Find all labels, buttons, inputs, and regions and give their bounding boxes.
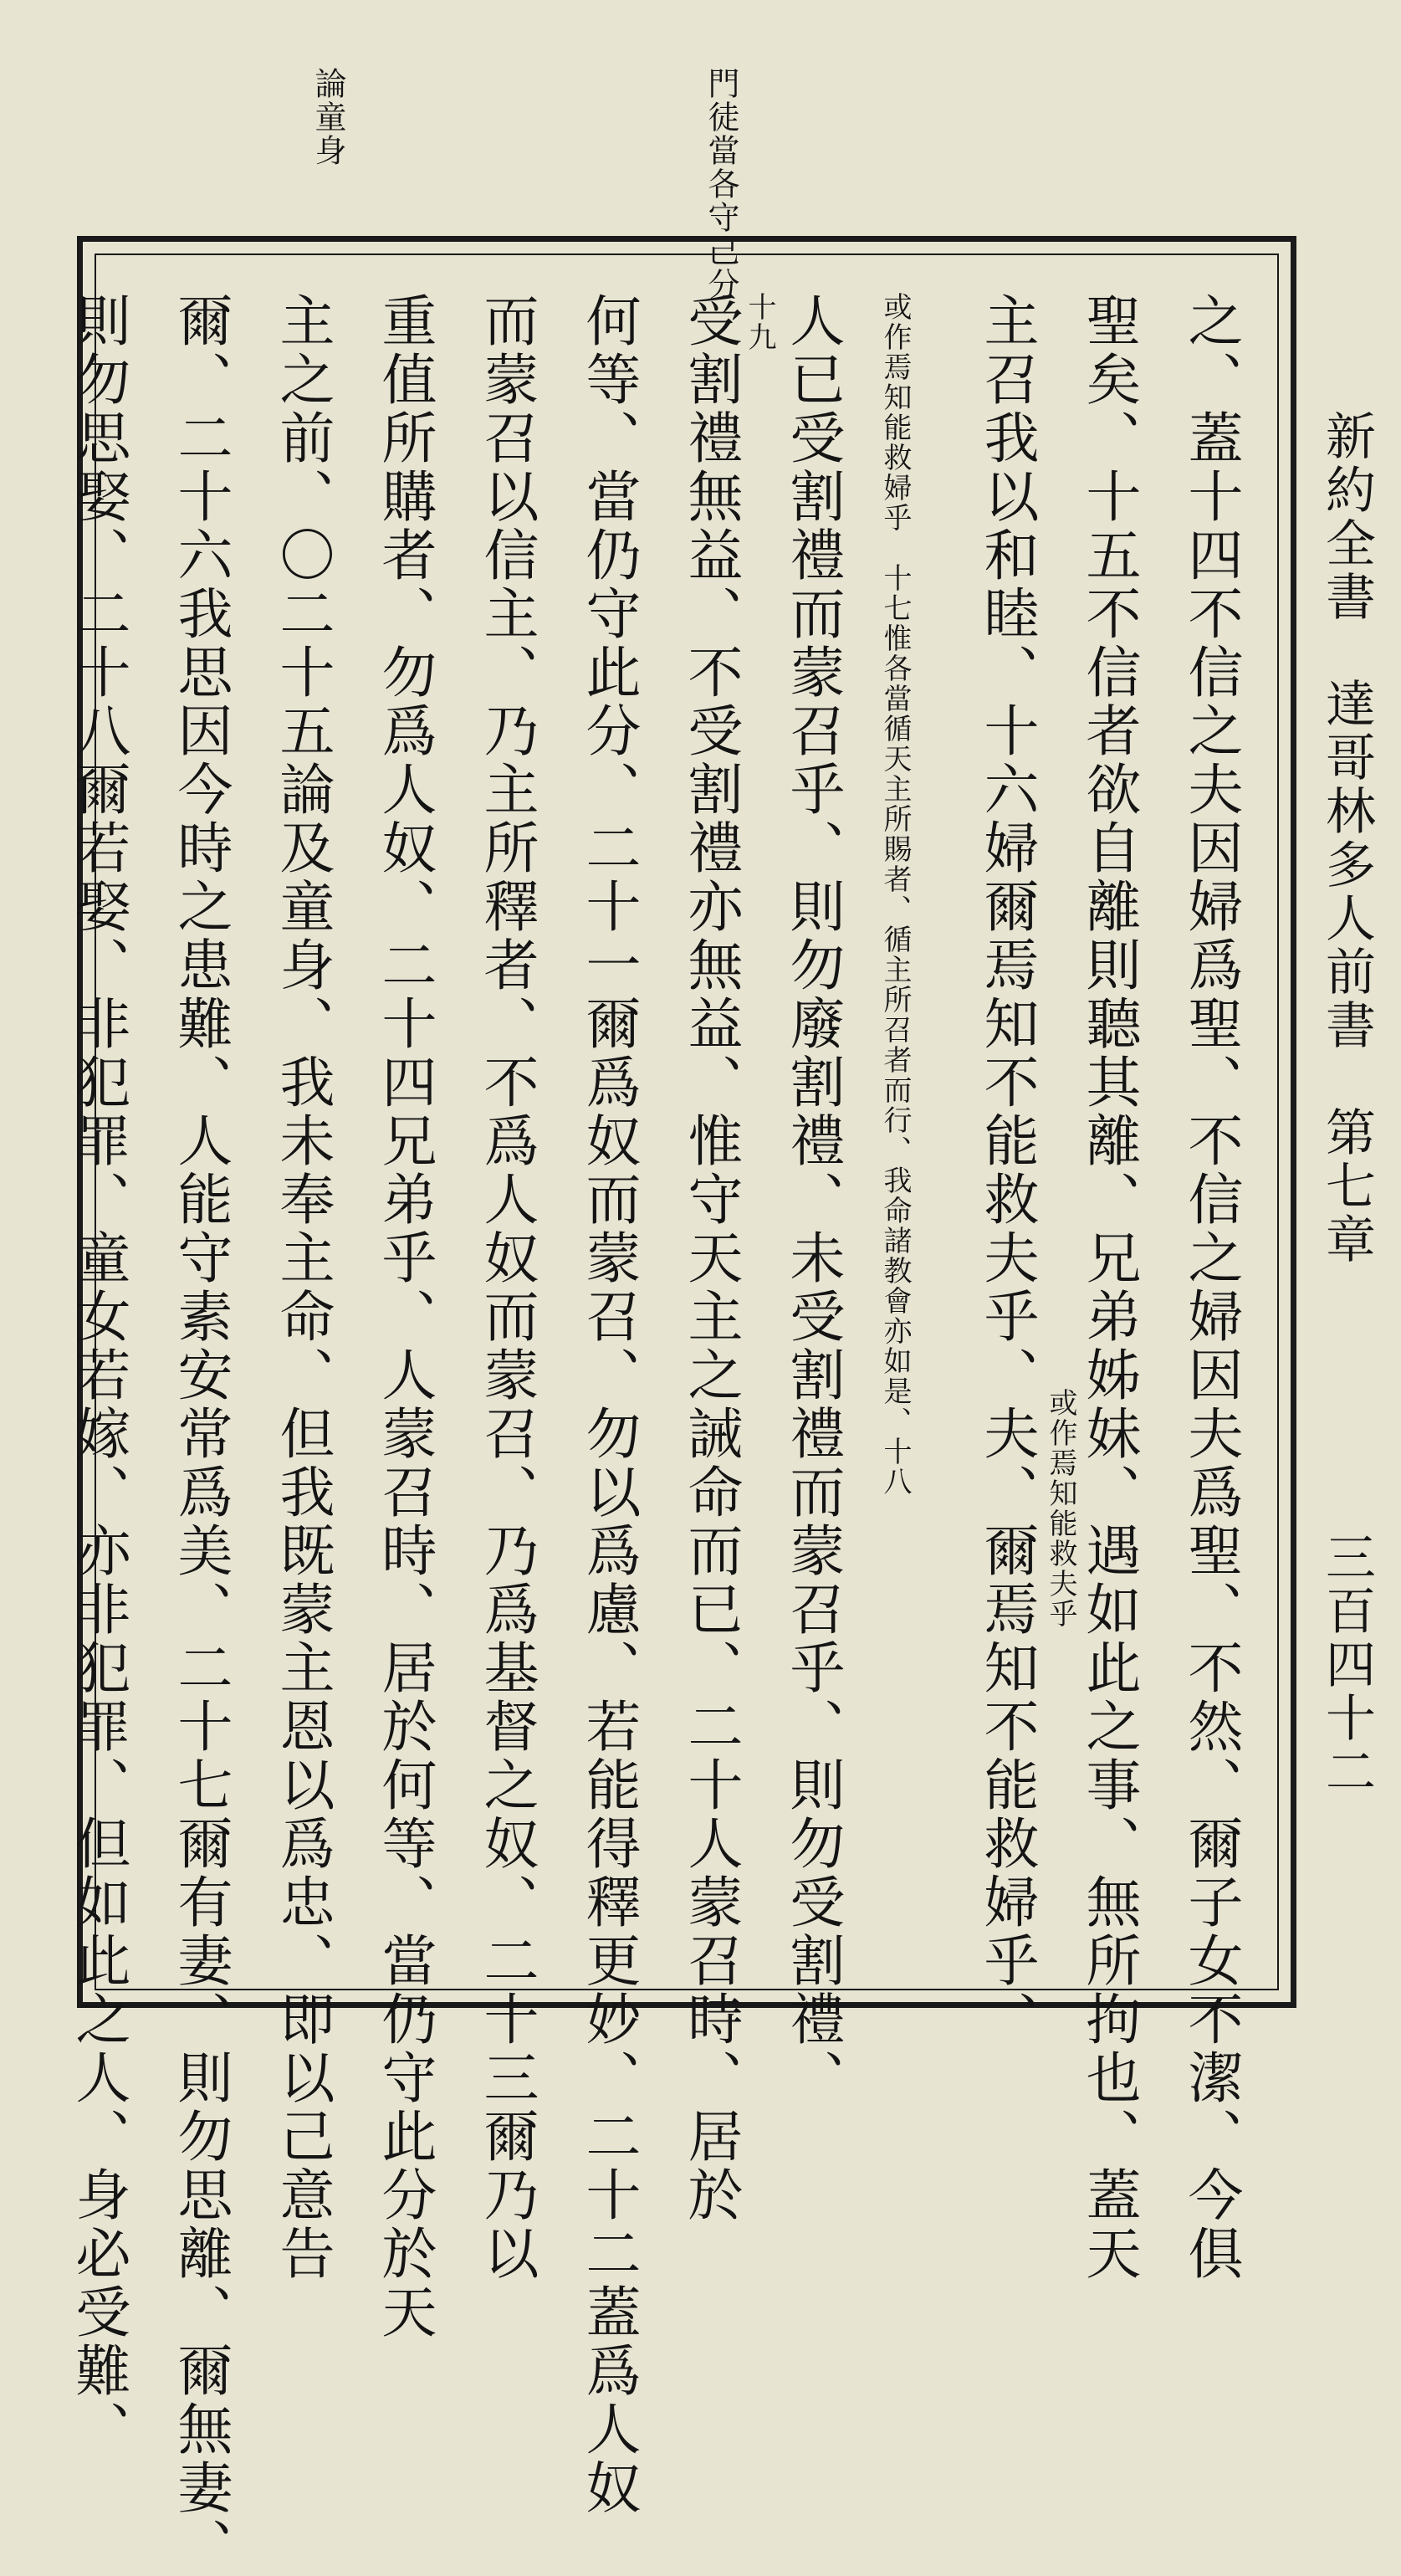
text-column: 則勿思娶、二十八爾若娶、非犯罪、童女若嫁、亦非犯罪、但如此之人、身必受難、 — [66, 292, 130, 2459]
running-title: 新約全書 達哥林多人前書 第七章 — [1317, 410, 1376, 1267]
page-header — [1313, 410, 1380, 1882]
interlinear-gloss: 十九 — [743, 292, 776, 352]
text-column: 主之前、〇二十五論及童身、我未奉主命、但我既蒙主恩以爲忠、即以己意告 — [270, 292, 335, 2283]
text-column: 何等、當仍守此分、二十一爾爲奴而蒙召、勿以爲慮、若能得釋更妙、二十二蓋爲人奴 — [576, 292, 641, 2517]
text-column: 聖矣、十五不信者欲自離則聽其離、兄弟姊妹、遇如此之事、無所拘也、蓋天 — [1076, 292, 1141, 2283]
text-column: 重值所購者、勿爲人奴、二十四兄弟乎、人蒙召時、居於何等、當仍守此分於天 — [372, 292, 437, 2342]
body-text — [66, 292, 1271, 2576]
text-column: 受割禮無益、不受割禮亦無益、惟守天主之誡命而已、二十人蒙召時、居於 — [678, 292, 743, 2225]
text-column: 主召我以和睦、十六婦爾焉知不能救夫乎、夫、爾焉知不能救婦乎、 — [974, 292, 1039, 2049]
text-column: 之、蓋十四不信之夫因婦爲聖、不信之婦因夫爲聖、不然、爾子女不潔、今俱 — [1179, 292, 1243, 2283]
page-number: 三百四十二 — [1317, 1531, 1376, 1799]
head-notes — [284, 67, 803, 301]
text-frame — [66, 236, 1296, 2576]
interlinear-gloss: 或作焉知能救婦乎 十七惟各當循天主所賜者、循主所召者而行、我命諸教會亦如是、十八 — [878, 292, 912, 1497]
text-column: 而蒙召以信主、乃主所釋者、不爲人奴而蒙召、乃爲基督之奴、二十三爾乃以 — [474, 292, 539, 2283]
text-column: 爾、二十六我思因今時之患難、人能守素安常爲美、二十七爾有妻、則勿思離、爾無妻、 — [168, 292, 233, 2576]
head-note: 論童身 — [309, 67, 346, 167]
interlinear-gloss: 或作焉知能救夫乎 — [1044, 1388, 1077, 1629]
text-column: 人已受割禮而蒙召乎、則勿廢割禮、未受割禮而蒙召乎、則勿受割禮、 — [780, 292, 845, 2107]
head-note: 門徒當各守己分 — [703, 67, 739, 301]
